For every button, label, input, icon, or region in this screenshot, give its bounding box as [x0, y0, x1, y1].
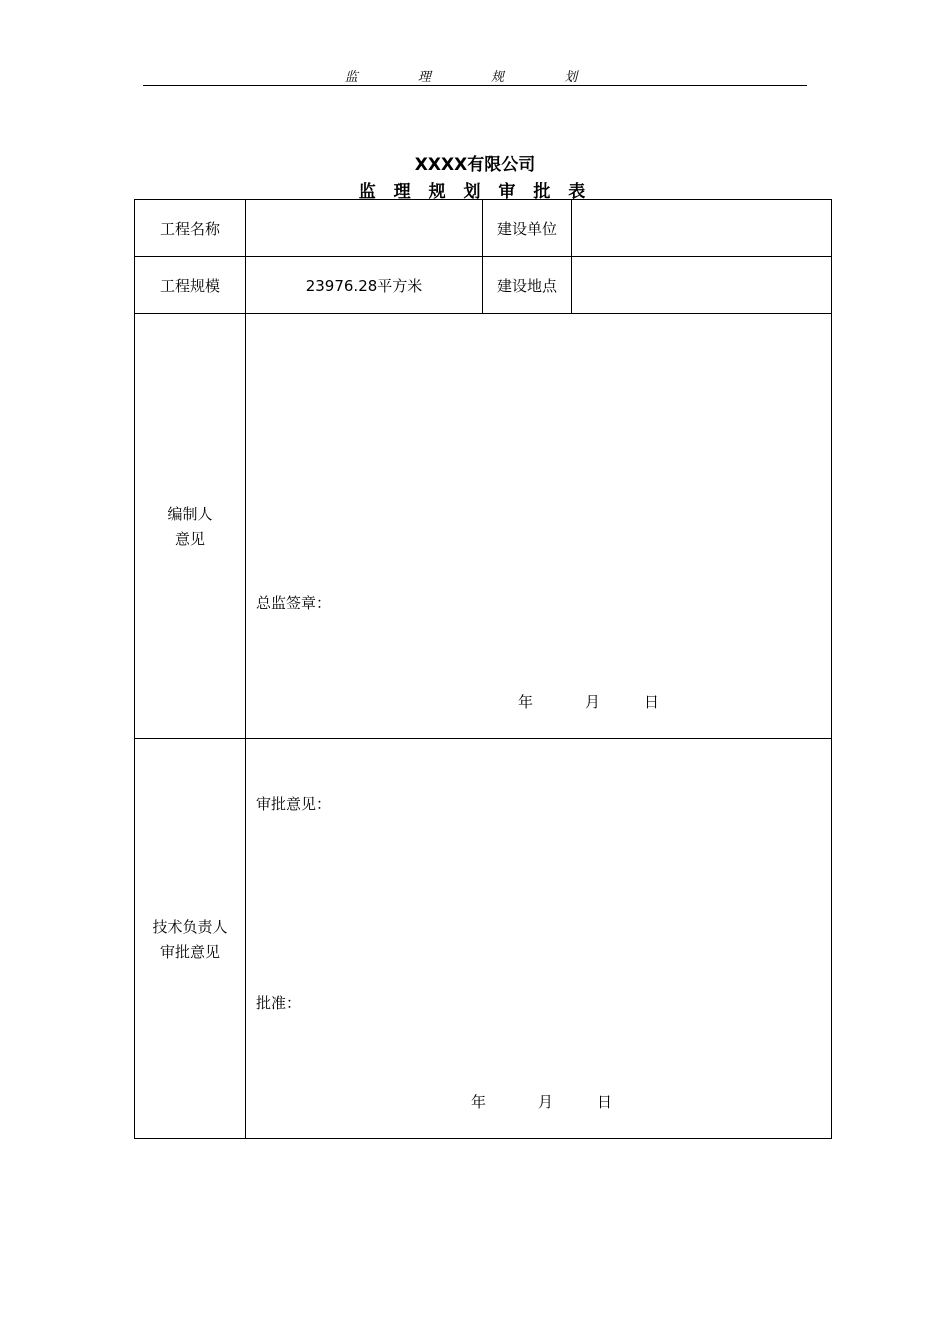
compiler-date-year: 年: [518, 693, 534, 711]
compiler-opinion-label: [135, 314, 246, 739]
project-scale-value[interactable]: 23976.28平方米: [246, 257, 483, 314]
tech-date-month: 月: [538, 1093, 554, 1111]
form-title: 监 理 规 划 审 批 表: [358, 182, 592, 202]
compiler-date-day: 日: [644, 693, 660, 711]
table-row: [135, 314, 832, 739]
tech-date-day: 日: [597, 1093, 613, 1111]
site-location-field[interactable]: [572, 257, 832, 314]
compiler-label-line2: 意见: [174, 530, 205, 548]
project-name-label: 工程名称: [135, 200, 246, 257]
compiler-label-line1: 编制人: [167, 505, 213, 523]
client-unit-label: 建设单位: [483, 200, 572, 257]
tech-opinion-area[interactable]: [246, 739, 832, 1139]
running-header: 监 理 规 划: [344, 70, 606, 85]
table-row: [135, 200, 832, 257]
tech-lead-opinion-label: [135, 739, 246, 1139]
table-row: [135, 739, 832, 1139]
site-location-label: 建设地点: [483, 257, 572, 314]
approval-opinion-label: 审批意见：: [256, 795, 332, 813]
project-name-field[interactable]: [246, 200, 483, 257]
client-unit-field[interactable]: [572, 200, 832, 257]
compiler-date-month: 月: [585, 693, 601, 711]
company-title: XXXX有限公司: [414, 155, 536, 175]
chief-supervisor-signature-label: 总监签章：: [256, 594, 332, 612]
compiler-opinion-area[interactable]: [246, 314, 832, 739]
tech-label-line2: 审批意见: [159, 942, 220, 961]
tech-date-year: 年: [471, 1093, 487, 1111]
approval-form-table: [134, 199, 832, 1139]
project-scale-label: 工程规模: [135, 257, 246, 314]
table-row: [135, 257, 832, 314]
tech-label-line1: 技术负责人: [152, 917, 228, 936]
approve-label: 批准：: [256, 994, 302, 1012]
header-rule: [143, 85, 807, 86]
